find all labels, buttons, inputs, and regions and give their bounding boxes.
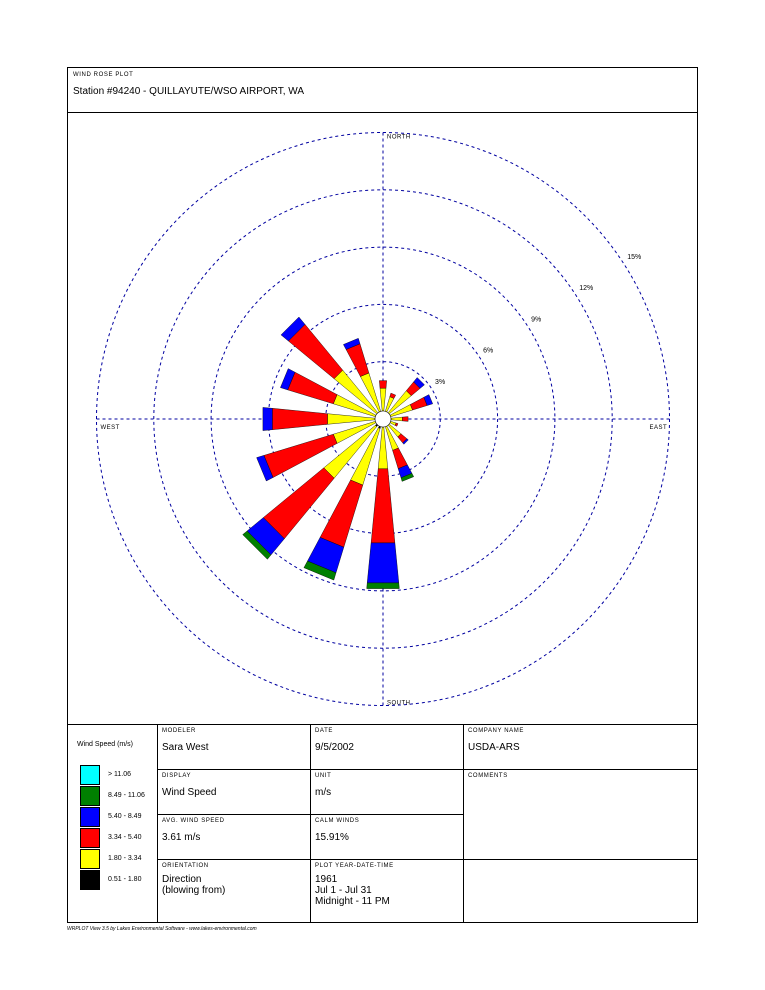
chart-panel	[67, 112, 698, 725]
company-value: USDA-ARS	[468, 742, 520, 753]
orientation-value-2: (blowing from)	[162, 885, 226, 896]
ring-label: 15%	[627, 253, 642, 261]
wind-rose-chart	[68, 113, 697, 724]
header-box	[67, 67, 698, 113]
legend-swatch	[80, 807, 100, 827]
ring-label: 6%	[483, 347, 494, 355]
petal-segment	[346, 344, 369, 377]
legend-swatch	[80, 849, 100, 869]
footer-credit: WRPLOT View 3.5 by Lakes Environmental Software - www.lakes-environmental.com	[67, 926, 257, 932]
divider	[157, 859, 698, 860]
avg-speed-value: 3.61 m/s	[162, 832, 201, 843]
petal-segment	[272, 408, 327, 429]
plot-year: 1961	[315, 874, 338, 885]
petal-segment	[380, 388, 386, 411]
legend-swatch	[80, 828, 100, 848]
petal-segment	[263, 407, 273, 430]
legend-title: Wind Speed (m/s)	[77, 741, 134, 748]
petal-segment	[393, 448, 408, 469]
legend-swatch	[80, 870, 100, 890]
display-title: DISPLAY	[162, 773, 192, 779]
petal-segment	[367, 583, 400, 589]
unit-title: UNIT	[315, 773, 332, 779]
ring-label: 12%	[579, 285, 594, 293]
unit-value: m/s	[315, 787, 332, 798]
petal-segment	[320, 480, 363, 547]
legend-label: 3.34 - 5.40	[108, 834, 142, 841]
modeler-title: MODELER	[162, 728, 196, 734]
legend-swatch	[80, 765, 100, 785]
petal-segment	[371, 469, 395, 543]
plot-hours: Midnight - 11 PM	[315, 896, 390, 907]
station-title: Station #94240 - QUILLAYUTE/WSO AIRPORT, WA	[73, 86, 305, 97]
petal-segment	[367, 543, 399, 583]
comments-title: COMMENTS	[468, 773, 508, 779]
petal-segment	[378, 427, 388, 469]
orientation-value-1: Direction	[162, 874, 202, 885]
ring-label: 3%	[435, 378, 446, 386]
divider	[463, 724, 464, 923]
plot-time-title: PLOT YEAR-DATE-TIME	[315, 863, 394, 869]
avg-speed-title: AVG. WIND SPEED	[162, 818, 225, 824]
compass-label: NORTH	[387, 134, 411, 141]
divider	[157, 769, 698, 770]
modeler-value: Sara West	[162, 742, 209, 753]
legend-label: 1.80 - 3.34	[108, 855, 142, 862]
calm-circle	[375, 411, 391, 427]
legend-label: 5.40 - 8.49	[108, 813, 142, 820]
legend-label: > 11.06	[108, 771, 132, 778]
compass-label: WEST	[100, 425, 120, 431]
petal-segment	[288, 372, 337, 404]
date-value: 9/5/2002	[315, 742, 354, 753]
petal-segment	[391, 417, 402, 421]
compass-label: EAST	[649, 425, 668, 431]
divider	[157, 724, 158, 923]
divider	[157, 814, 463, 815]
legend-swatch	[80, 786, 100, 806]
orientation-title: ORIENTATION	[162, 863, 209, 869]
calm-winds-value: 15.91%	[315, 832, 349, 843]
petal-segment	[379, 381, 386, 389]
calm-winds-title: CALM WINDS	[315, 818, 360, 824]
petal-segment	[328, 414, 376, 425]
divider	[310, 724, 311, 923]
ring-label: 9%	[531, 316, 542, 324]
display-value: Wind Speed	[162, 787, 217, 798]
legend-label: 0.51 - 1.80	[108, 876, 142, 883]
compass-label: SOUTH	[387, 700, 411, 707]
plot-dates: Jul 1 - Jul 31	[315, 885, 372, 896]
company-title: COMPANY NAME	[468, 728, 524, 734]
plot-type-title: WIND ROSE PLOT	[73, 72, 134, 78]
petal-segment	[402, 417, 408, 422]
date-title: DATE	[315, 728, 333, 734]
legend-label: 8.49 - 11.06	[108, 792, 145, 799]
